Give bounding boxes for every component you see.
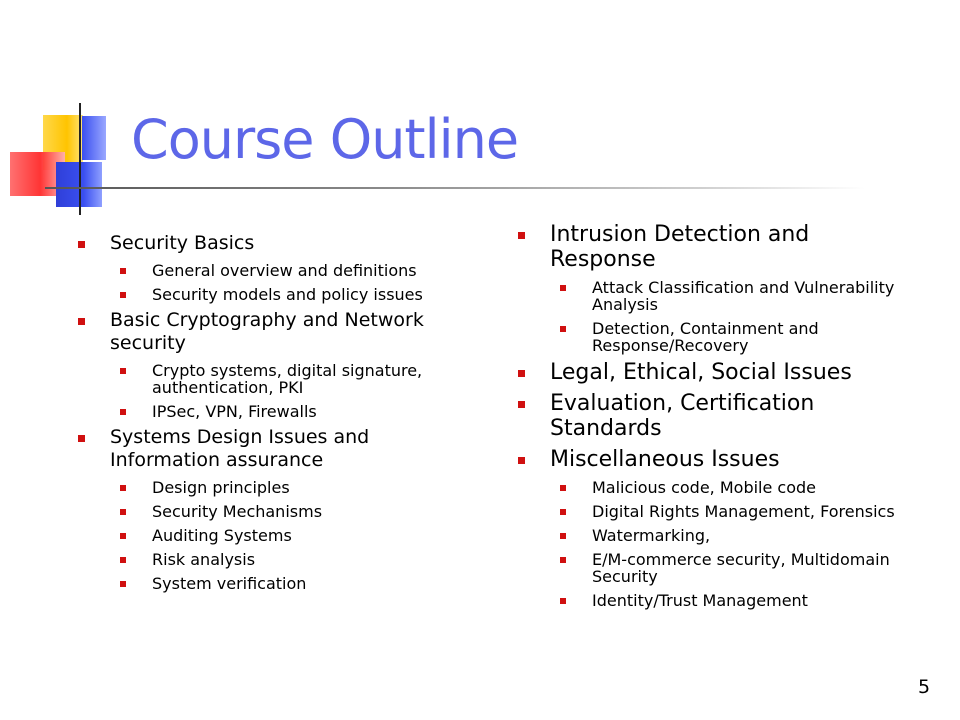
outline-item (78, 426, 478, 472)
outline-subitem-label: Attack Classification and Vulnerability Analysis (592, 278, 895, 314)
outline-item (78, 309, 478, 355)
outline-subitem-label: Identity/Trust Management (592, 591, 808, 610)
outline-item-label: Legal, Ethical, Social Issues (550, 360, 852, 385)
outline-subitem-label: General overview and definitions (152, 261, 417, 280)
outline-subitem-label: Auditing Systems (152, 526, 292, 545)
outline-item-label: Basic Cryptography and Network security (110, 309, 424, 354)
outline-subitem-label: IPSec, VPN, Firewalls (152, 402, 317, 421)
right-column (518, 216, 918, 609)
outline-item-label: Systems Design Issues and Information assurance (110, 426, 370, 471)
bullet-square-icon (78, 435, 85, 442)
outline-subitem (560, 503, 918, 520)
outline-item (518, 391, 918, 441)
logo-blue-strip (82, 116, 106, 160)
bullet-square-icon (78, 318, 85, 325)
outline-subitem (120, 575, 478, 592)
outline-item-label: Miscellaneous Issues (550, 447, 780, 472)
outline-subitem-label: Malicious code, Mobile code (592, 478, 817, 497)
bullet-square-icon (518, 457, 525, 464)
outline-subitem (120, 262, 478, 279)
outline-item-label: Evaluation, Certification Standards (550, 391, 815, 441)
title-underline (45, 187, 865, 189)
outline-subitem (120, 286, 478, 303)
outline-item-label: Security Basics (110, 232, 255, 254)
outline-item (78, 232, 478, 255)
bullet-square-icon (560, 557, 566, 563)
bullet-square-icon (560, 509, 566, 515)
outline-subitem-label: Security Mechanisms (152, 502, 323, 521)
bullet-square-icon (120, 557, 126, 563)
outline-subitem (120, 479, 478, 496)
bullet-square-icon (120, 485, 126, 491)
bullet-square-icon (560, 485, 566, 491)
bullet-square-icon (560, 285, 566, 291)
outline-subitem (560, 551, 918, 585)
bullet-square-icon (560, 598, 566, 604)
bullet-square-icon (120, 581, 126, 587)
outline-subitem (120, 403, 478, 420)
bullet-square-icon (120, 509, 126, 515)
outline-subitem-label: Risk analysis (152, 550, 256, 569)
page-number: 5 (918, 676, 931, 698)
bullet-square-icon (518, 232, 525, 239)
outline-subitem-label: System verification (152, 574, 307, 593)
bullet-square-icon (120, 368, 126, 374)
outline-subitem (560, 320, 918, 354)
bullet-square-icon (120, 268, 126, 274)
bullet-square-icon (560, 533, 566, 539)
outline-item-label: Intrusion Detection and Response (550, 222, 810, 272)
slide-title: Course Outline (131, 108, 519, 171)
slide-logo-decoration (0, 0, 130, 230)
bullet-square-icon (78, 241, 85, 248)
bullet-square-icon (120, 292, 126, 298)
outline-subitem (120, 527, 478, 544)
bullet-square-icon (518, 370, 525, 377)
bullet-square-icon (560, 326, 566, 332)
outline-subitem-label: Digital Rights Management, Forensics (592, 502, 895, 521)
outline-subitem-label: Crypto systems, digital signature, authentication, PKI (152, 361, 423, 397)
outline-subitem (560, 592, 918, 609)
outline-subitem-label: Detection, Containment and Response/Recovery (592, 319, 819, 355)
bullet-square-icon (120, 409, 126, 415)
outline-item (518, 360, 918, 385)
bullet-square-icon (120, 533, 126, 539)
outline-subitem (560, 279, 918, 313)
outline-subitem (560, 527, 918, 544)
outline-subitem (560, 479, 918, 496)
outline-item (518, 222, 918, 272)
outline-subitem (120, 551, 478, 568)
logo-vertical-line (79, 103, 81, 215)
outline-subitem-label: E/M-commerce security, Multidomain Security (592, 550, 890, 586)
outline-subitem (120, 503, 478, 520)
outline-subitem-label: Security models and policy issues (152, 285, 423, 304)
bullet-square-icon (518, 401, 525, 408)
outline-subitem-label: Design principles (152, 478, 290, 497)
left-column (78, 226, 478, 592)
outline-subitem (120, 362, 478, 396)
outline-item (518, 447, 918, 472)
outline-subitem-label: Watermarking, (592, 526, 711, 545)
